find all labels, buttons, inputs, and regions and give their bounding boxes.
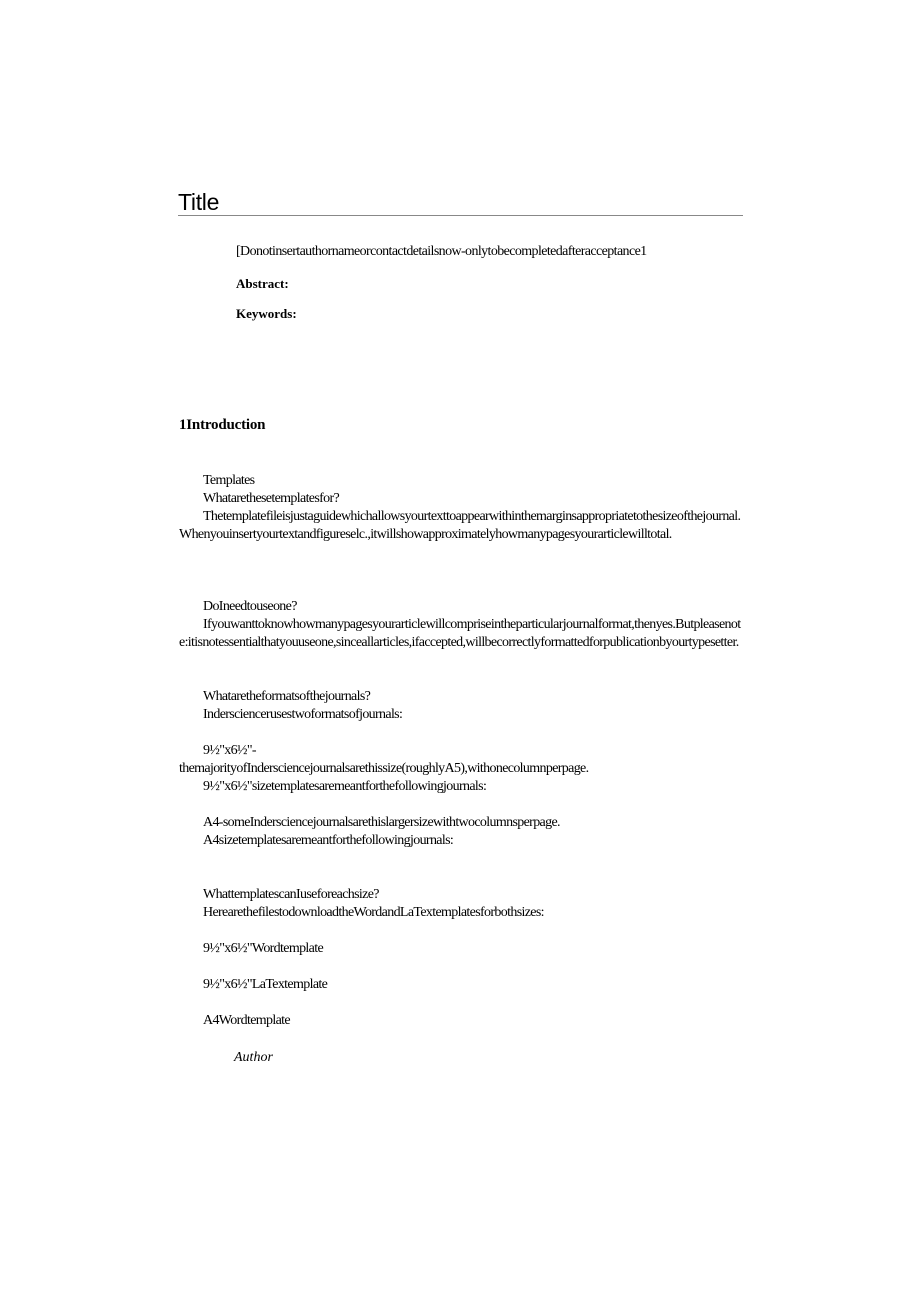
keywords-label: Keywords: [236,306,297,321]
answer-which-templates: HerearethefilestodownloadtheWordandLaTextemplatesforbothsizes: [203,905,544,920]
title-divider [178,215,743,216]
page-title: Title [178,189,220,215]
template-link-latex-small[interactable]: 9½"x6½"LaTextemplate [203,977,328,992]
author-name: Author [234,1050,273,1065]
answer-need-one [179,616,745,652]
question-formats: Whataretheformatsofthejournals? [203,689,371,704]
paragraph: Ifyouwanttoknowhowmanypagesyourarticlewillcompriseintheparticularjournalformat,thenyes.Butpleasenote:itisnotessentialthatyouuseone,sinceallarticles,ifaccepted,willbecorrectlyformattedforpublicationbyourtypesetter. [179,617,741,650]
abstract-label: Abstract: [236,276,289,291]
title-block [178,188,743,216]
size2-list-intro: A4sizetemplatesaremeantforthefollowingjournals: [203,833,454,848]
size1-label: 9½"x6½"- [203,743,256,758]
template-link-word-small[interactable]: 9½"x6½"Wordtemplate [203,941,324,956]
question-need-one: DoIneedtouseone? [203,599,297,614]
author-note: [Donotinsertauthornameorcontactdetailsnow-onlytobecompletedafteracceptance1 [236,244,647,259]
section-heading: 1Introduction [179,417,266,433]
paragraph: Thetemplatefileisjustaguidewhichallowsyourtexttoappearwithinthemarginsappropriatetothesizeofthejournal.Whenyouinsertyourtextandfigureselc.,itwillshowapproximatelyhowmanypagesyourarticlewilltotal. [179,509,741,542]
answer-templates-for [179,508,745,544]
size1-description: themajorityofIndersciencejournalsarethissize(roughlyA5),withonecolumnperpage. [179,761,589,776]
template-link-word-a4[interactable]: A4Wordtemplate [203,1013,290,1028]
size2-description: A4-someIndersciencejournalsarethislargersizewithtwocolumnsperpage. [203,815,560,830]
question-which-templates: WhattemplatescanIuseforeachsize? [203,887,379,902]
answer-formats: Indersciencerusestwoformatsofjournals: [203,707,403,722]
size1-list-intro: 9½"x6½"sizetemplatesaremeantforthefollowingjournals: [203,779,487,794]
question-templates-for: Whatarethesetemplatesfor? [203,491,340,506]
templates-label: Templates [203,473,255,488]
